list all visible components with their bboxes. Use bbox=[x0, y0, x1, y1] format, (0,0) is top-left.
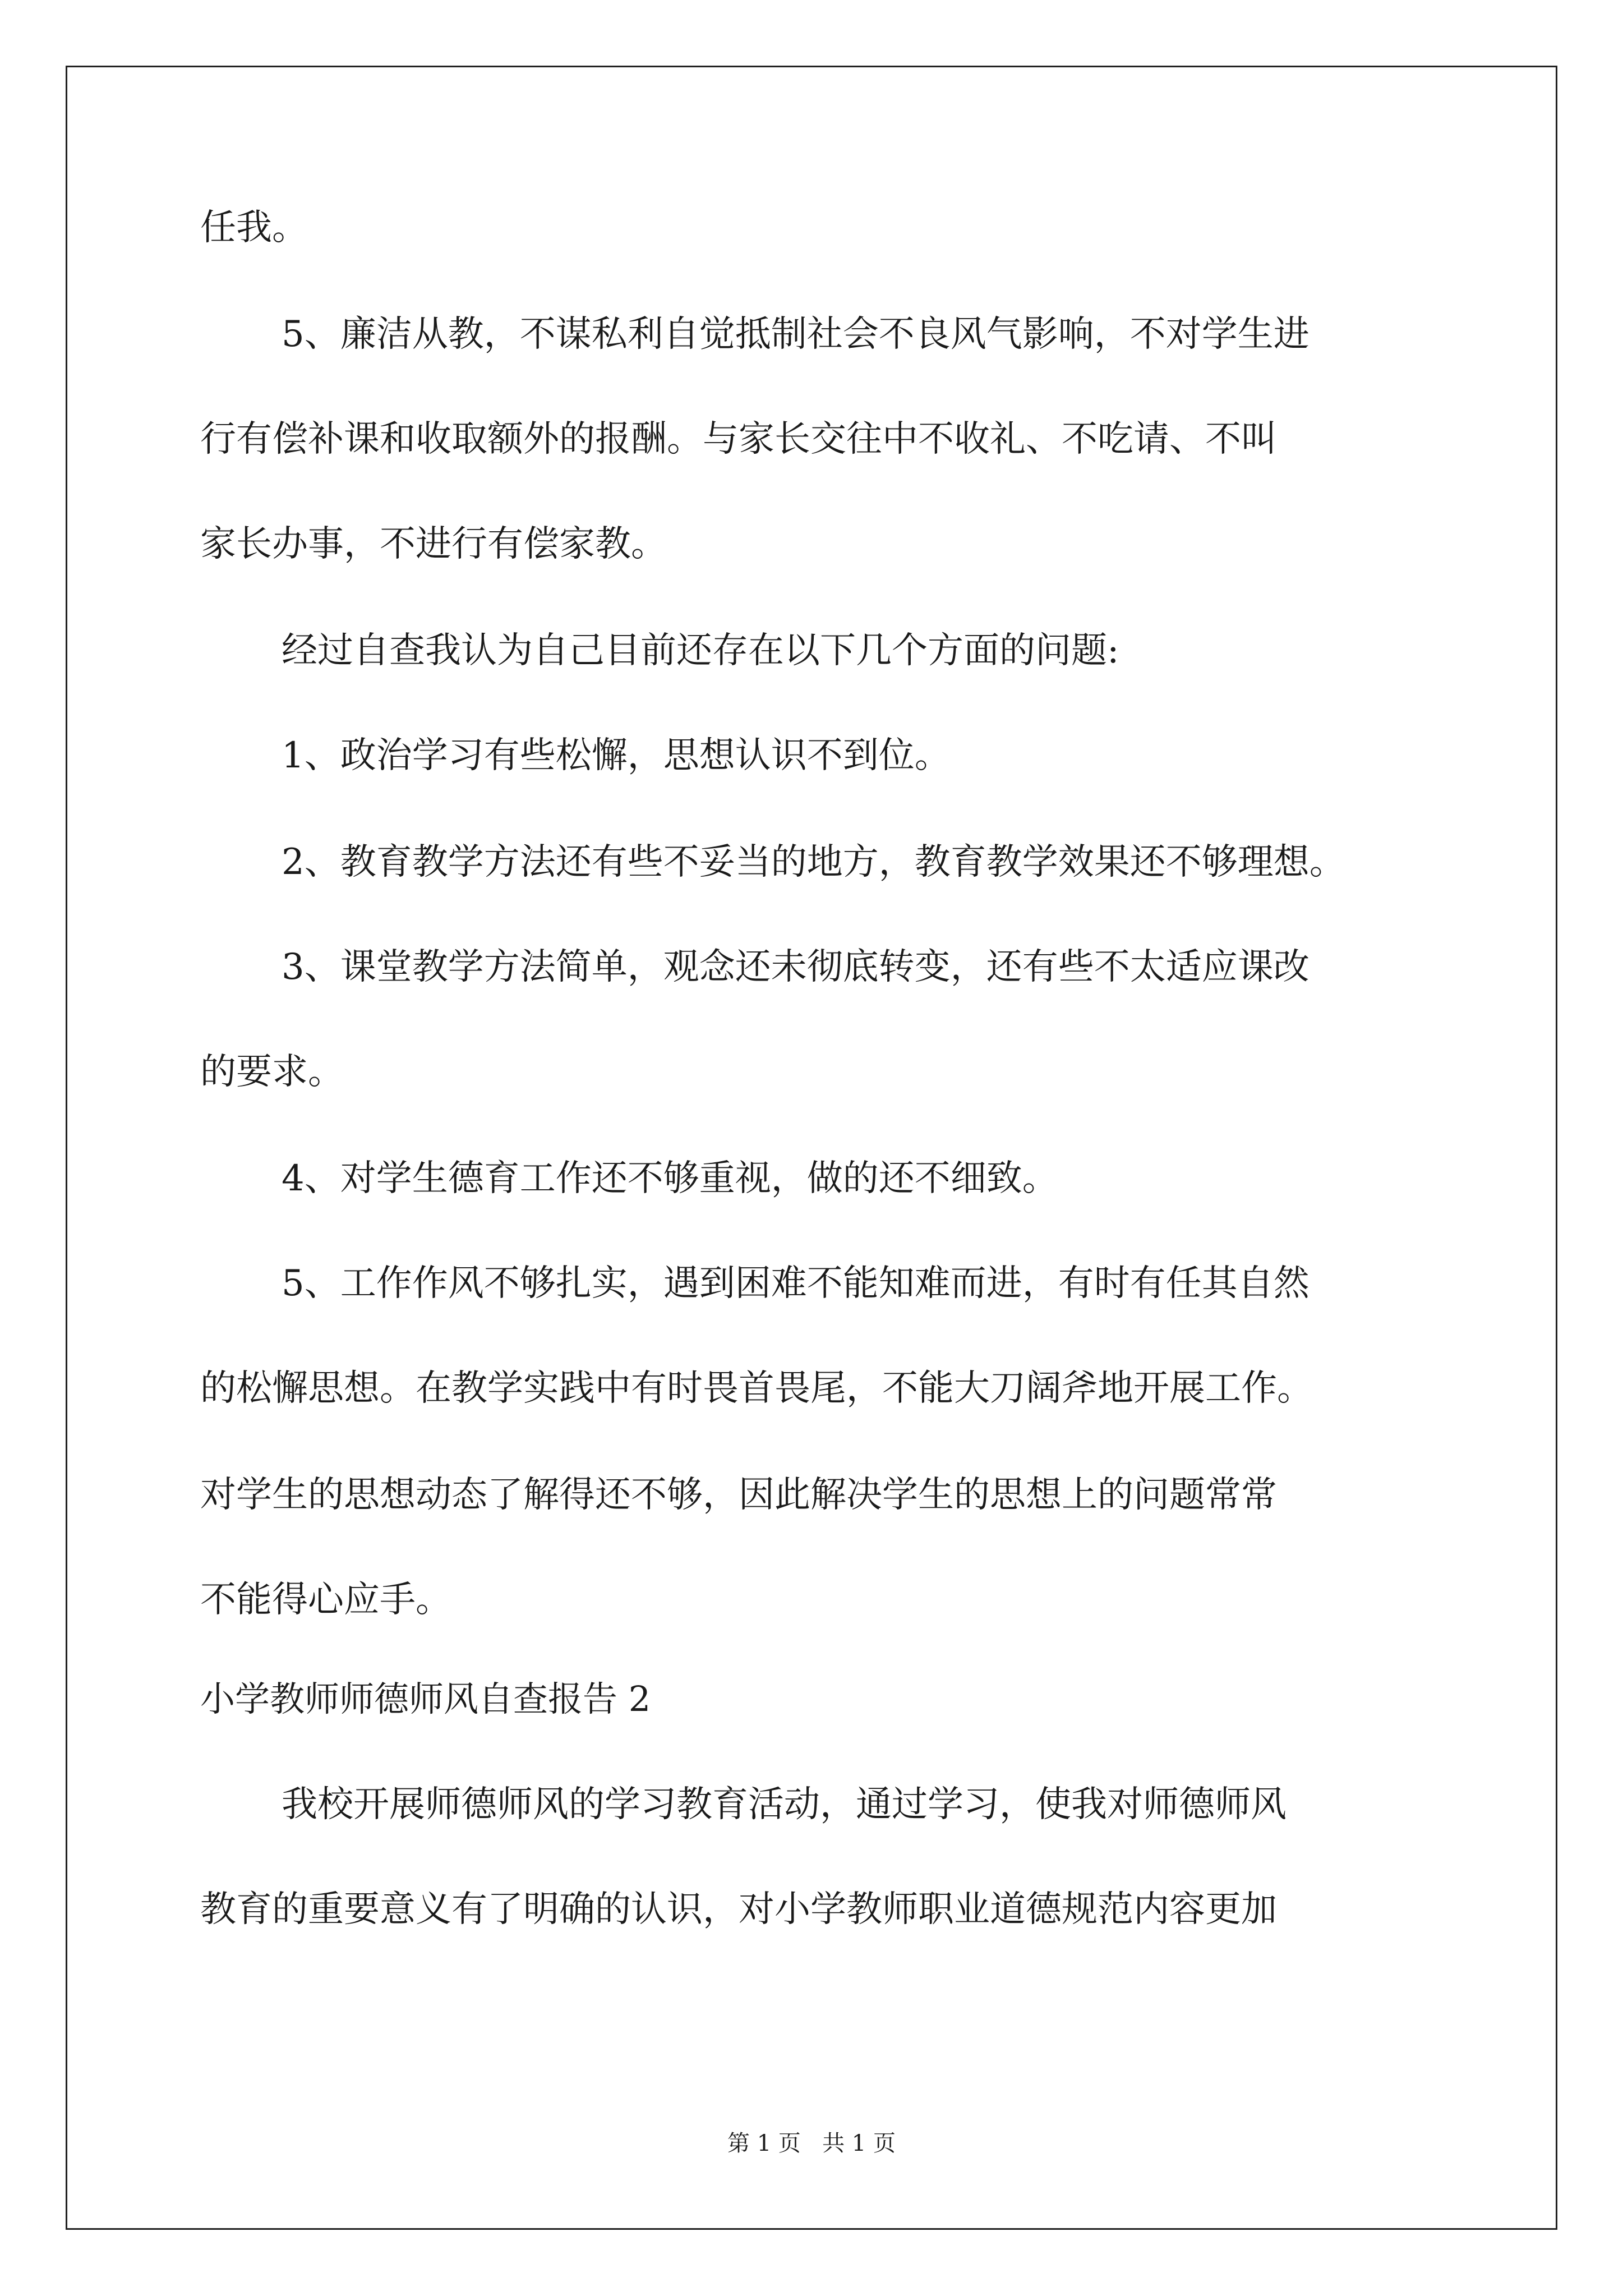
text-line: 3、课堂教学方法简单，观念还未彻底转变，还有些不太适应课改 bbox=[282, 946, 1310, 988]
text-line: 经过自查我认为自己目前还存在以下几个方面的问题: bbox=[282, 630, 1119, 671]
page-footer: 第 1 页 共 1 页 bbox=[727, 2131, 896, 2156]
text-line: 4、对学生德育工作还不够重视，做的还不细致。 bbox=[282, 1158, 1058, 1199]
text-line: 的要求。 bbox=[200, 1051, 344, 1093]
text-line: 2、教育教学方法还有些不妥当的地方，教育教学效果还不够理想。 bbox=[282, 841, 1345, 883]
section-heading: 小学教师师德师风自查报告 2 bbox=[200, 1678, 651, 1719]
text-line: 教育的重要意义有了明确的认识，对小学教师职业道德规范内容更加 bbox=[200, 1889, 1277, 1930]
text-line: 我校开展师德师风的学习教育活动，通过学习，使我对师德师风 bbox=[282, 1784, 1287, 1825]
text-line: 1、政治学习有些松懈，思想认识不到位。 bbox=[282, 735, 951, 776]
text-line: 行有偿补课和收取额外的报酬。与家长交往中不收礼、不吃请、不叫 bbox=[200, 418, 1277, 460]
text-line: 任我。 bbox=[200, 207, 308, 249]
text-line: 不能得心应手。 bbox=[200, 1579, 451, 1621]
text-line: 的松懈思想。在教学实践中有时畏首畏尾，不能大刀阔斧地开展工作。 bbox=[200, 1368, 1313, 1409]
text-line: 5、廉洁从教，不谋私利自觉抵制社会不良风气影响，不对学生进 bbox=[282, 314, 1310, 355]
text-line: 家长办事，不进行有偿家教。 bbox=[200, 523, 667, 565]
text-line: 5、工作作风不够扎实，遇到困难不能知难而进，有时有任其自然 bbox=[282, 1263, 1310, 1304]
text-line: 对学生的思想动态了解得还不够，因此解决学生的思想上的问题常常 bbox=[200, 1474, 1277, 1516]
